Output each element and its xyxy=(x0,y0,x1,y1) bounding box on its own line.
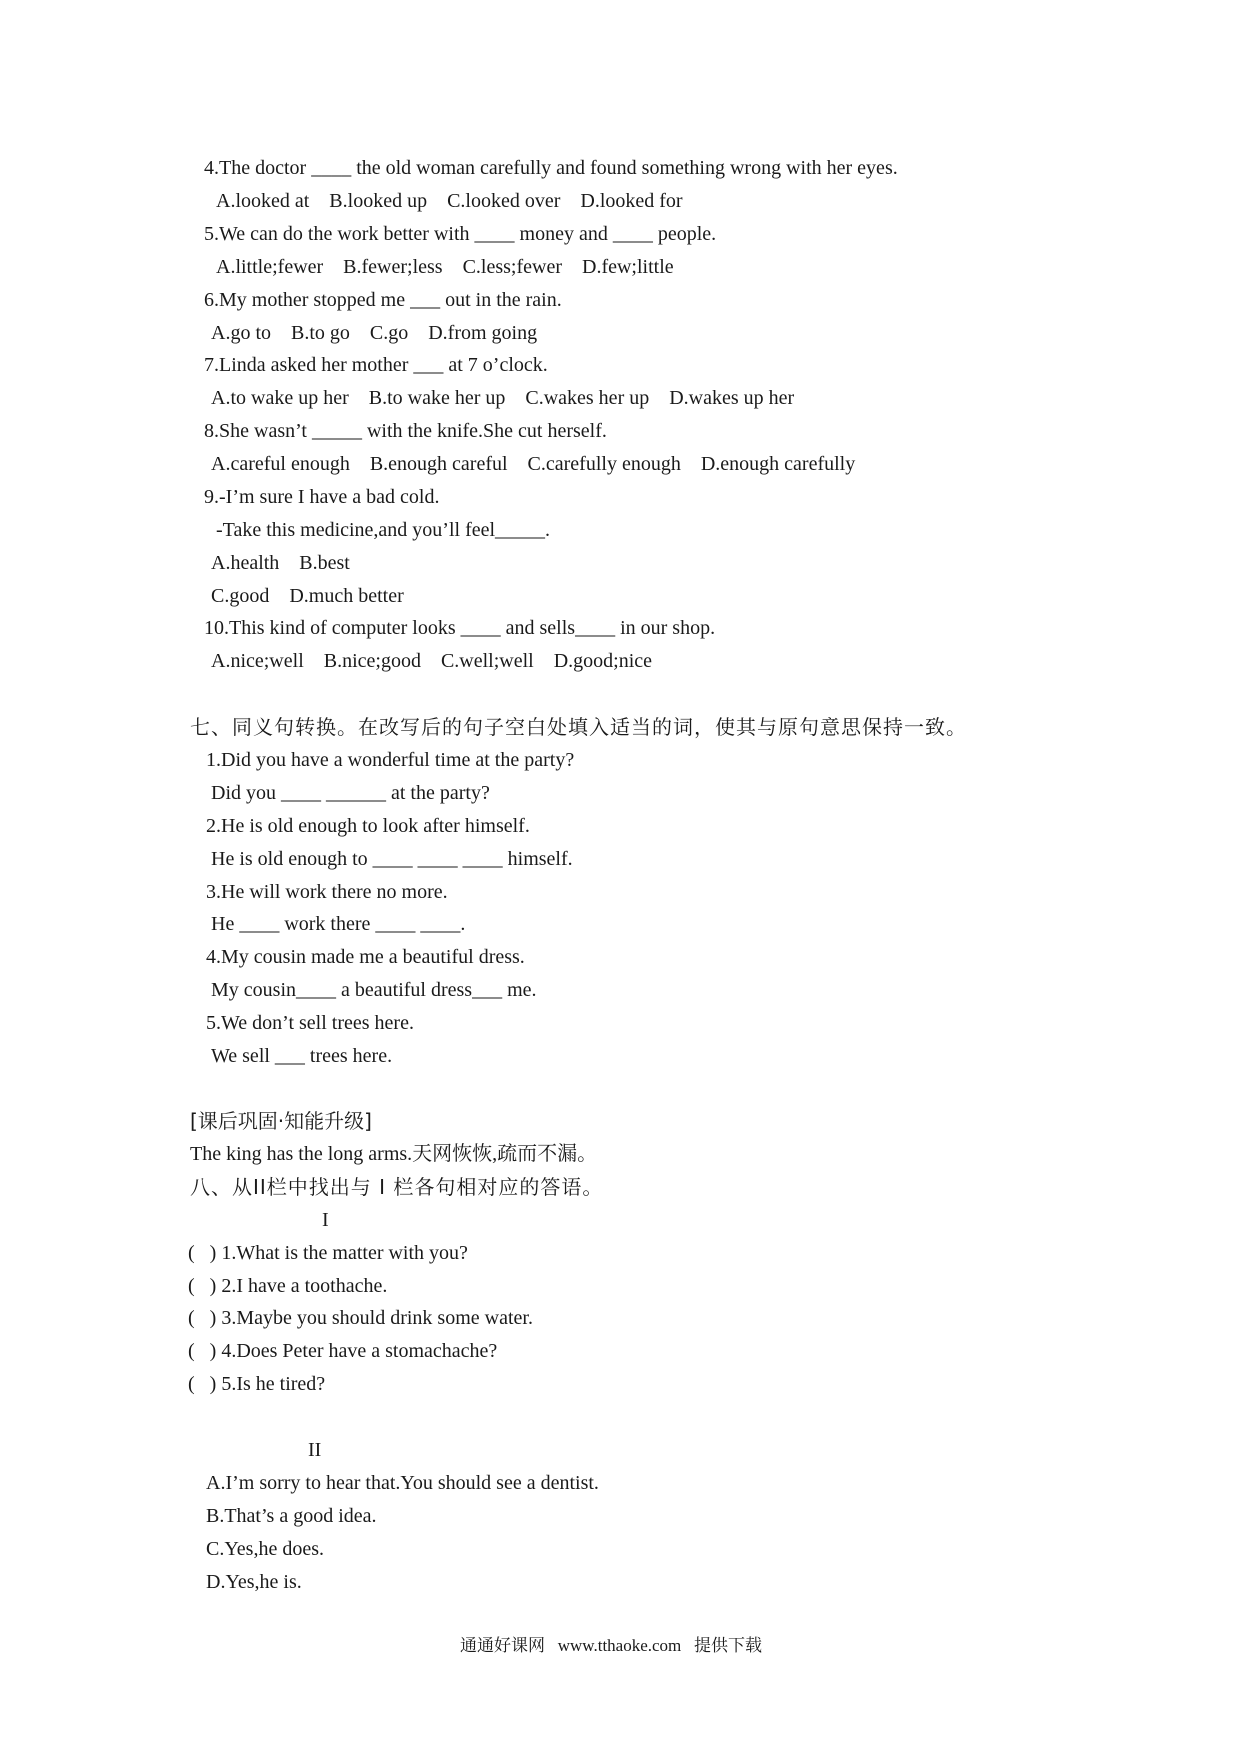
question-10: 10.This kind of computer looks ____ and sells____ in our shop. xyxy=(204,617,716,639)
question-4: 4.The doctor ____ the old woman carefully and found something wrong with her eyes. xyxy=(204,157,898,179)
section-7-item-1-rewrite: Did you ____ ______ at the party? xyxy=(211,782,490,804)
question-7-options: A.to wake up her B.to wake her up C.wakes her up D.wakes up her xyxy=(211,387,795,409)
column-1-item-3: ( ) 3.Maybe you should drink some water. xyxy=(188,1307,533,1329)
question-7: 7.Linda asked her mother ___ at 7 o’clock. xyxy=(204,354,548,376)
question-9-options-2: C.good D.much better xyxy=(211,585,404,607)
section-7-item-4-rewrite: My cousin____ a beautiful dress___ me. xyxy=(211,979,537,1001)
section-7-item-5-rewrite: We sell ___ trees here. xyxy=(211,1045,393,1067)
section-7-item-1: 1.Did you have a wonderful time at the party? xyxy=(206,749,575,771)
question-5: 5.We can do the work better with ____ money and ____ people. xyxy=(204,223,717,245)
column-2-item-d: D.Yes,he is. xyxy=(206,1571,302,1593)
section-7-item-3: 3.He will work there no more. xyxy=(206,881,448,903)
section-7-item-4: 4.My cousin made me a beautiful dress. xyxy=(206,946,525,968)
column-1-item-5: ( ) 5.Is he tired? xyxy=(188,1373,326,1395)
column-1-item-2: ( ) 2.I have a toothache. xyxy=(188,1275,388,1297)
section-7-heading: 七、同义句转换。在改写后的句子空白处填入适当的词，使其与原句意思保持一致。 xyxy=(190,715,967,739)
column-2-label: II xyxy=(308,1439,322,1461)
question-8: 8.She wasn’t _____ with the knife.She cut herself. xyxy=(204,420,607,442)
question-9: 9.-I’m sure I have a bad cold. xyxy=(204,486,440,508)
column-2-item-b: B.That’s a good idea. xyxy=(206,1505,377,1527)
after-class-label: [课后巩固·知能升级] xyxy=(190,1109,372,1133)
section-8-heading: 八、从II栏中找出与 I 栏各句相对应的答语。 xyxy=(190,1175,604,1199)
question-5-options: A.little;fewer B.fewer;less C.less;fewer D.few;little xyxy=(216,256,674,278)
column-2-item-c: C.Yes,he does. xyxy=(206,1538,324,1560)
question-10-options: A.nice;well B.nice;good C.well;well D.good;nice xyxy=(211,650,653,672)
column-1-item-4: ( ) 4.Does Peter have a stomachache? xyxy=(188,1340,498,1362)
section-7-item-5: 5.We don’t sell trees here. xyxy=(206,1012,414,1034)
section-7-item-3-rewrite: He ____ work there ____ ____. xyxy=(211,913,466,935)
section-7-item-2-rewrite: He is old enough to ____ ____ ____ himself. xyxy=(211,848,573,870)
section-7-item-2: 2.He is old enough to look after himself. xyxy=(206,815,530,837)
question-6: 6.My mother stopped me ___ out in the rain. xyxy=(204,289,562,311)
column-1-label: I xyxy=(322,1209,329,1231)
column-1-item-1: ( ) 1.What is the matter with you? xyxy=(188,1242,468,1264)
question-8-options: A.careful enough B.enough careful C.carefully enough D.enough carefully xyxy=(211,453,856,475)
proverb: The king has the long arms.天网恢恢,疏而不漏。 xyxy=(190,1143,598,1165)
question-9-options-1: A.health B.best xyxy=(211,552,350,574)
question-6-options: A.go to B.to go C.go D.from going xyxy=(211,322,538,344)
column-2-item-a: A.I’m sorry to hear that.You should see a dentist. xyxy=(206,1472,599,1494)
footer-credit: 通通好课网 www.tthaoke.com 提供下载 xyxy=(460,1636,763,1655)
question-9-reply: -Take this medicine,and you’ll feel_____. xyxy=(216,519,551,541)
question-4-options: A.looked at B.looked up C.looked over D.looked for xyxy=(216,190,683,212)
